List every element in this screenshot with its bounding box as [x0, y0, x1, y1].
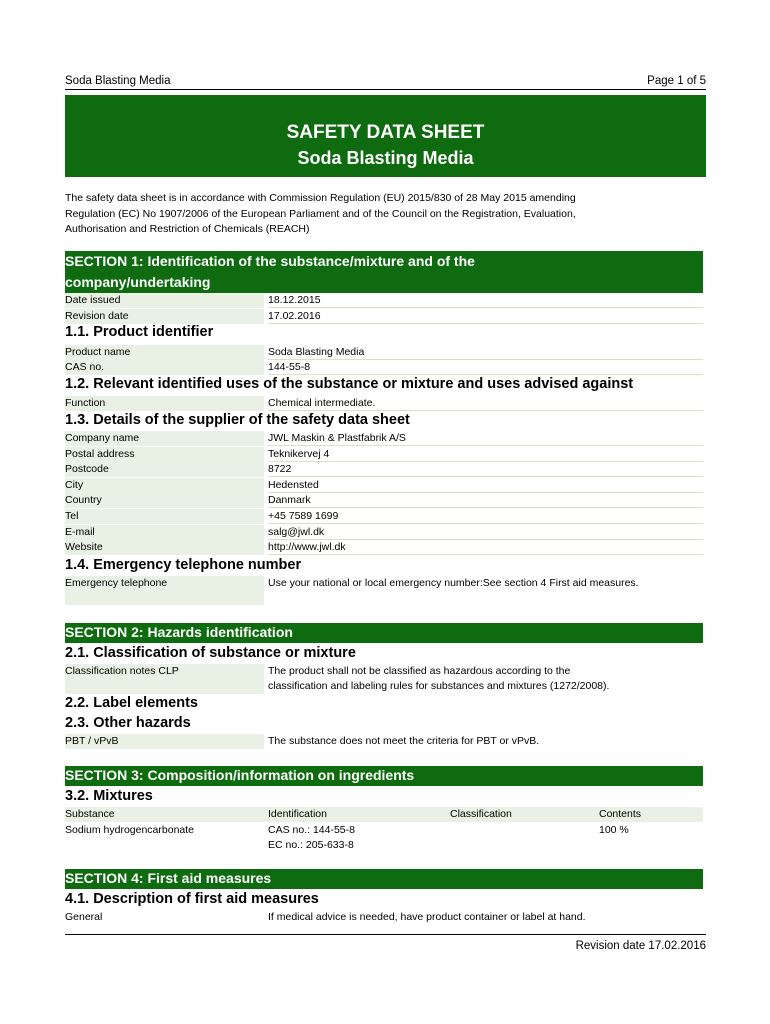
footer-revision-date: Revision date 17.02.2016 — [575, 940, 706, 952]
field-label: Postcode — [65, 462, 264, 477]
field-value: http://www.jwl.dk — [268, 540, 703, 555]
section-4-title: SECTION 4: First aid measures — [65, 870, 272, 886]
field-label: Emergency telephone — [65, 576, 264, 605]
field-value: salg@jwl.dk — [268, 525, 703, 540]
column-header-identification: Identification — [268, 808, 327, 820]
field-row — [65, 447, 703, 462]
section-1-header — [65, 251, 703, 293]
title-banner — [65, 95, 706, 177]
field-value: +45 7589 1699 — [268, 509, 703, 524]
subsection-2-3: 2.3. Other hazards — [65, 715, 191, 731]
section-4-header — [65, 869, 703, 889]
cell-contents: 100 % — [599, 824, 629, 836]
field-value: 144-55-8 — [268, 360, 703, 375]
subsection-3-2: 3.2. Mixtures — [65, 788, 153, 804]
page-number: Page 1 of 5 — [647, 75, 706, 87]
field-label: City — [65, 478, 264, 493]
field-label: General — [65, 911, 103, 923]
field-label: Company name — [65, 431, 264, 446]
intro-line: The safety data sheet is in accordance with Commission Regulation (EU) 2015/830 of 28 May 2015 amending — [65, 192, 576, 204]
field-row — [65, 664, 703, 694]
field-row — [65, 293, 703, 308]
field-value: 17.02.2016 — [268, 309, 703, 324]
field-value: Danmark — [268, 493, 703, 508]
document-title: SAFETY DATA SHEET — [286, 122, 485, 143]
field-value: JWL Maskin & Plastfabrik A/S — [268, 431, 703, 446]
subsection-4-1: 4.1. Description of first aid measures — [65, 891, 319, 907]
field-row — [65, 493, 703, 508]
document-name: Soda Blasting Media — [65, 75, 171, 87]
field-row — [65, 734, 703, 749]
field-label: Country — [65, 493, 264, 508]
field-label: Date issued — [65, 293, 264, 308]
cell-cas: CAS no.: 144-55-8 — [268, 824, 355, 836]
intro-text — [65, 191, 665, 238]
field-label: Product name — [65, 345, 264, 360]
field-value: Soda Blasting Media — [268, 345, 703, 360]
intro-line: Regulation (EC) No 1907/2006 of the European Parliament and of the Council on the Registration, Evaluation, — [65, 207, 576, 220]
field-value: Use your national or local emergency number:See section 4 First aid measures. — [268, 577, 639, 589]
subsection-1-2: 1.2. Relevant identified uses of the substance or mixture and uses advised against — [65, 376, 634, 392]
column-header-classification: Classification — [450, 808, 512, 820]
field-row — [65, 478, 703, 493]
section-2-title: SECTION 2: Hazards identification — [65, 624, 293, 640]
field-row — [65, 525, 703, 540]
field-row — [65, 509, 703, 524]
field-label: Postal address — [65, 447, 264, 462]
field-value: Chemical intermediate. — [268, 396, 703, 411]
field-row — [65, 431, 703, 446]
field-row — [65, 360, 703, 375]
field-row — [65, 462, 703, 477]
column-header-substance: Substance — [65, 808, 115, 820]
footer-divider — [65, 934, 706, 935]
cell-substance: Sodium hydrogencarbonate — [65, 824, 195, 836]
field-row — [65, 540, 703, 555]
subsection-2-2: 2.2. Label elements — [65, 695, 198, 711]
column-header-contents: Contents — [599, 808, 642, 820]
field-label: CAS no. — [65, 360, 264, 375]
intro-line: Authorisation and Restriction of Chemicals (REACH) — [65, 223, 310, 235]
field-row — [65, 576, 703, 605]
field-value: 8722 — [268, 462, 703, 477]
product-title: Soda Blasting Media — [297, 148, 474, 168]
section-2-header — [65, 623, 703, 643]
field-row — [65, 309, 703, 324]
field-label: Revision date — [65, 309, 264, 324]
field-row — [65, 345, 703, 360]
subsection-1-4: 1.4. Emergency telephone number — [65, 557, 302, 573]
mixture-table-header — [65, 807, 703, 822]
field-value: If medical advice is needed, have product container or label at hand. — [268, 911, 586, 923]
field-label: PBT / vPvB — [65, 734, 264, 749]
field-value — [268, 664, 703, 694]
section-1-title-line1: SECTION 1: Identification of the substance/mixture and of the — [65, 253, 475, 269]
field-value: 18.12.2015 — [268, 293, 703, 308]
page-header — [65, 75, 706, 90]
subsection-1-3: 1.3. Details of the supplier of the safety data sheet — [65, 412, 410, 428]
field-label: Classification notes CLP — [65, 664, 264, 694]
field-row — [65, 910, 703, 925]
field-label: Function — [65, 396, 264, 411]
field-label: Website — [65, 540, 264, 555]
field-value: Hedensted — [268, 478, 703, 493]
field-label: E-mail — [65, 525, 264, 540]
field-value-line: classification and labeling rules for substances and mixtures (1272/2008). — [268, 680, 610, 692]
section-3-title: SECTION 3: Composition/information on ingredients — [65, 767, 415, 783]
field-row — [65, 396, 703, 411]
section-3-header — [65, 766, 703, 786]
field-value-line: The product shall not be classified as hazardous according to the — [268, 665, 571, 677]
subsection-2-1: 2.1. Classification of substance or mixture — [65, 645, 356, 661]
field-label: Tel — [65, 509, 264, 524]
section-1-title-line2: company/undertaking — [65, 274, 211, 290]
subsection-1-1: 1.1. Product identifier — [65, 324, 214, 340]
field-value: The substance does not meet the criteria for PBT or vPvB. — [268, 735, 540, 747]
cell-ec: EC no.: 205-633-8 — [268, 839, 354, 851]
field-value: Teknikervej 4 — [268, 447, 703, 462]
